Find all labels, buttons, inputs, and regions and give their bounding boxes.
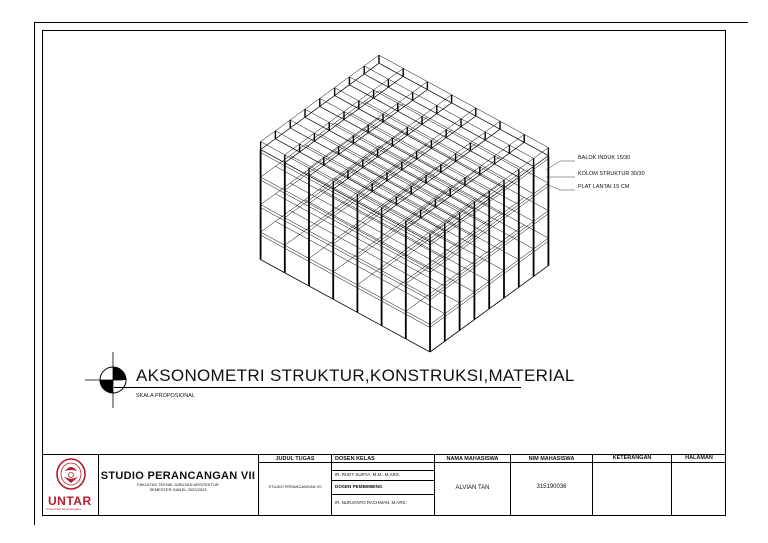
tb-dosen-row-2: [331, 480, 434, 481]
untar-seal-logo: [55, 457, 87, 493]
dosen-pembimbing-value: IR. NURJANTO RACHMAN, M.ARS.: [335, 500, 407, 505]
beam-line: [290, 183, 459, 275]
beam-line: [275, 194, 444, 286]
beam-line: [335, 178, 504, 270]
beam-line: [275, 221, 444, 313]
drawing-title: AKSONOMETRI STRUKTUR,KONSTRUKSI,MATERIAL: [136, 366, 575, 385]
beam-line: [261, 232, 430, 324]
logo-tagline: Universitas Tarumanagara: [46, 507, 81, 511]
dosen-kelas-header: DOSEN KELAS: [335, 456, 375, 462]
dosen-kelas-value: IR. RUDY SURYA, M.M., M.ARS.: [335, 472, 400, 477]
title-marker-quadrant: [113, 367, 126, 380]
beam-line: [379, 63, 548, 155]
keterangan-header: KETERANGAN: [612, 455, 652, 461]
tb-div-ket: [671, 454, 672, 516]
beam-line: [349, 167, 518, 259]
roof-beam: [261, 142, 430, 234]
base-line: [261, 260, 430, 352]
nama-mahasiswa-value: ALVIAN TAN: [455, 485, 490, 491]
halaman-header: HALAMAN: [685, 455, 713, 461]
roof-beam: [275, 131, 444, 223]
beam-line: [379, 146, 548, 238]
dosen-pembimbing-header: DOSEN PEMBIMBING: [335, 484, 383, 489]
callout-kolom-struktur: KOLOM STRUKTUR 30/30: [578, 171, 645, 177]
tb-div-judul: [331, 454, 332, 516]
tb-header-line: [258, 462, 726, 463]
beam-line: [379, 118, 548, 210]
beam-line: [320, 161, 489, 253]
beam-line: [349, 140, 518, 232]
drawing-scale: SKALA PROPOSIONAL: [136, 393, 195, 399]
tb-dosen-row-1: [331, 470, 434, 471]
callout-plat-lantai: PLAT LANTAI 15 CM: [578, 184, 630, 190]
beam-line: [349, 85, 518, 177]
nama-mahasiswa-header: NAMA MAHASISWA: [446, 456, 499, 462]
beam-line: [364, 129, 533, 221]
nim-value: 315190036: [536, 484, 567, 490]
studio-name: STUDIO PERANCANGAN VII: [100, 470, 256, 482]
beam-line: [261, 205, 430, 297]
tb-div-nim: [592, 454, 593, 516]
title-underline: [114, 387, 521, 388]
faculty-text: FAKULTAS TEKNIK JURUSAN ARSITEKTUR: [137, 482, 219, 487]
nim-header: NIM MAHASISWA: [528, 456, 575, 462]
judul-tugas-header: JUDUL TUGAS: [275, 456, 315, 462]
logo-wordmark: UNTAR: [48, 494, 92, 508]
beam-line: [364, 74, 533, 166]
beam-line: [364, 157, 533, 249]
title-marker-quadrant: [100, 380, 113, 393]
beam-line: [290, 211, 459, 303]
semester-text: SEMESTER GANJIL 2022/2023: [149, 487, 207, 492]
callout-balok-induk: BALOK INDUK 15/30: [578, 155, 631, 161]
tb-dosen-row-3: [331, 494, 434, 495]
beam-line: [335, 151, 504, 243]
judul-tugas-value: STUDIO PERANCANGAN VII: [268, 484, 322, 489]
beam-line: [320, 189, 489, 281]
